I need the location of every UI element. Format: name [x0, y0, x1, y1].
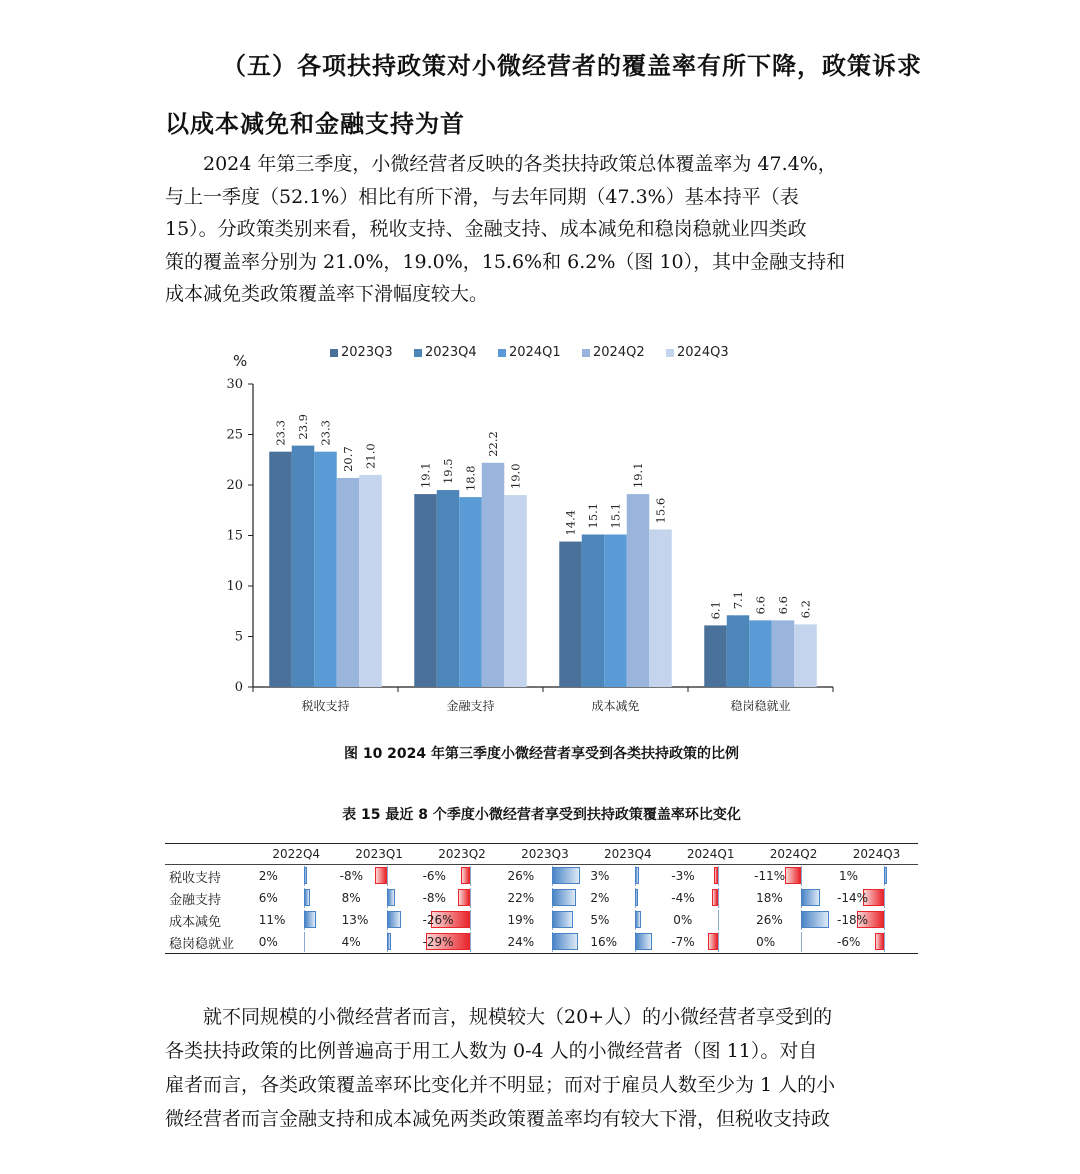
cell-value: -6%	[837, 935, 861, 949]
bar-value-label: 15.6	[653, 497, 668, 524]
column-header: 2023Q3	[503, 844, 586, 865]
positive-databar	[801, 889, 820, 906]
bar-value-label: 19.1	[631, 462, 645, 489]
paragraph-line: 就不同规模的小微经营者而言，规模较大（20+人）的小微经营者享受到的	[203, 1006, 833, 1028]
cell-value: -7%	[671, 935, 695, 949]
table-corner	[165, 844, 255, 865]
cell-value: -6%	[422, 869, 446, 883]
positive-databar	[884, 867, 887, 884]
cell-value: 8%	[341, 891, 361, 905]
table-cell	[421, 909, 504, 931]
cell-value: -4%	[671, 891, 695, 905]
databar-axis	[470, 932, 471, 952]
negative-databar	[375, 867, 387, 884]
table-cell	[503, 865, 586, 888]
bar	[337, 478, 360, 687]
positive-databar	[801, 911, 829, 928]
y-tick-label: 25	[226, 427, 243, 443]
bar-value-label: 6.6	[776, 596, 790, 615]
paragraph-line: 15）。分政策类别来看，税收支持、金融支持、成本减免和稳岗稳就业四类政	[165, 218, 807, 240]
legend-label: 2024Q3	[677, 345, 729, 360]
y-tick-label: 30	[226, 377, 243, 392]
cell-value: 6%	[258, 891, 278, 905]
column-header: 2023Q1	[338, 844, 421, 865]
cell-value: 1%	[839, 869, 859, 883]
databar-axis	[470, 888, 471, 908]
bar-value-label: 6.6	[753, 596, 768, 615]
positive-databar	[552, 867, 580, 884]
paragraph-line: 策的覆盖率分别为 21.0%，19.0%，15.6%和 6.2%（图 10），其中金融支持和	[165, 250, 846, 273]
paragraph-line: 微经营者而言金融支持和成本减免两类政策覆盖率均有较大下滑，但税收支持政	[165, 1108, 831, 1130]
cell-value: -29%	[422, 935, 454, 949]
table-cell	[586, 887, 669, 909]
bar-value-label: 22.2	[486, 431, 500, 457]
y-tick-label: 20	[226, 478, 243, 493]
cell-value: -8%	[422, 891, 446, 905]
bar	[559, 542, 582, 687]
bar	[794, 624, 817, 687]
negative-databar	[708, 933, 719, 950]
bar	[482, 463, 505, 687]
table-cell	[835, 931, 918, 954]
row-label: 金融支持	[169, 892, 222, 908]
y-tick-label: 0	[234, 680, 243, 695]
table-cell	[421, 931, 504, 954]
cell-value: -8%	[339, 869, 364, 883]
bar-value-label: 23.3	[318, 420, 333, 446]
table-cell	[669, 887, 752, 909]
cell-value: 3%	[590, 869, 610, 883]
table-cell	[503, 931, 586, 954]
table-header-row	[165, 844, 918, 865]
section-heading-line1: （五）各项扶持政策对小微经营者的覆盖率有所下降，政策诉求	[222, 52, 922, 80]
databar-axis	[718, 910, 719, 930]
table-cell	[835, 887, 918, 909]
x-category-label: 稳岗稳就业	[730, 699, 791, 713]
negative-databar	[875, 933, 884, 950]
positive-databar	[387, 933, 391, 950]
table-cell	[338, 931, 421, 954]
databar-axis	[470, 866, 471, 886]
cell-value: 11%	[258, 913, 286, 927]
cell-value: -11%	[754, 869, 786, 883]
cell-value: 2%	[258, 869, 278, 883]
bar-value-label: 7.1	[731, 590, 745, 610]
positive-databar	[552, 889, 575, 906]
databar-axis	[718, 932, 719, 952]
x-category-label: 金融支持	[446, 699, 495, 713]
cell-value: -18%	[837, 913, 869, 927]
bar-value-label: 15.1	[608, 502, 623, 529]
table-row	[165, 865, 918, 888]
cell-value: 0%	[756, 935, 776, 949]
table-cell	[835, 909, 918, 931]
cell-value: -14%	[837, 891, 869, 905]
x-category-label: 成本减免	[591, 699, 640, 713]
column-header: 2024Q1	[669, 844, 752, 865]
column-header: 2023Q2	[421, 844, 504, 865]
bar	[772, 620, 795, 687]
table-cell	[255, 887, 338, 909]
databar-axis	[801, 932, 802, 952]
positive-databar	[304, 889, 310, 906]
table-cell	[752, 931, 835, 954]
positive-databar	[387, 911, 401, 928]
bar-value-label: 6.1	[708, 601, 723, 620]
bar-value-label: 19.5	[441, 458, 455, 485]
x-category-label: 税收支持	[301, 699, 350, 713]
cell-value: -26%	[422, 913, 454, 927]
column-header: 2024Q3	[835, 844, 918, 865]
section-heading-line2: 以成本减免和金融支持为首	[165, 110, 465, 138]
positive-databar	[304, 867, 307, 884]
table-cell	[338, 865, 421, 888]
negative-databar	[712, 889, 718, 906]
positive-databar	[635, 911, 640, 928]
bar	[649, 529, 672, 687]
cell-value: 4%	[341, 935, 361, 949]
cell-value: 0%	[258, 935, 278, 949]
table-cell	[421, 887, 504, 909]
bar	[269, 452, 292, 687]
table-cell	[503, 909, 586, 931]
paragraph-line: 雇者而言，各类政策覆盖率环比变化并不明显；而对于雇员人数至少为 1 人的小	[165, 1074, 836, 1096]
bar	[414, 494, 437, 687]
bar	[314, 452, 337, 687]
table-caption: 表 15 最近 8 个季度小微经营者享受到扶持政策覆盖率环比变化	[342, 807, 741, 823]
databar-axis	[884, 932, 885, 952]
table-cell	[669, 865, 752, 888]
cell-value: 18%	[756, 891, 783, 905]
cell-value: 19%	[507, 913, 535, 927]
positive-databar	[635, 889, 638, 906]
bar	[504, 495, 527, 687]
bar-value-label: 19.0	[508, 463, 523, 490]
table-cell	[752, 887, 835, 909]
legend-label: 2024Q1	[509, 345, 561, 360]
bar-value-label: 19.1	[418, 462, 433, 489]
positive-databar	[552, 911, 572, 928]
bar-value-label: 18.8	[463, 465, 478, 492]
table-cell	[835, 865, 918, 888]
table-cell	[586, 865, 669, 888]
bar-value-label: 23.9	[296, 414, 310, 440]
databar-axis	[470, 910, 471, 930]
row-label: 税收支持	[169, 870, 222, 886]
paragraph-line: 成本减免类政策覆盖率下滑幅度较大。	[165, 283, 489, 305]
paragraph-line: 与上一季度（52.1%）相比有所下滑，与去年同期（47.3%）基本持平（表	[165, 185, 799, 208]
positive-databar	[635, 867, 638, 884]
databar-axis	[801, 866, 802, 886]
bar	[582, 534, 605, 687]
cell-value: -3%	[671, 869, 695, 883]
bar	[359, 475, 382, 687]
bar-value-label: 21.0	[363, 443, 378, 469]
databar-axis	[718, 866, 719, 886]
row-label: 稳岗稳就业	[165, 931, 255, 954]
table-cell	[586, 909, 669, 931]
databar-axis	[387, 866, 388, 886]
bar-value-label: 6.2	[798, 600, 813, 619]
y-axis-unit: %	[233, 352, 248, 370]
bar-value-label: 23.3	[273, 420, 288, 446]
table-cell	[752, 865, 835, 888]
cell-value: 24%	[507, 935, 535, 949]
cell-value: 16%	[590, 935, 618, 949]
cell-value: 5%	[590, 913, 610, 927]
table-cell	[669, 931, 752, 954]
bar	[292, 446, 315, 687]
bar	[604, 534, 627, 687]
databar-axis	[718, 888, 719, 908]
databar-axis	[304, 932, 305, 952]
intro-paragraph	[165, 148, 845, 311]
databar-axis	[884, 910, 885, 930]
scale-paragraph	[165, 1000, 835, 1136]
table-cell	[421, 865, 504, 888]
positive-databar	[552, 933, 578, 950]
coverage-bar-chart	[215, 345, 845, 725]
coverage-change-table	[165, 843, 918, 954]
table-row	[165, 931, 918, 954]
cell-value: 0%	[673, 913, 693, 927]
table-cell	[338, 909, 421, 931]
bar	[459, 497, 482, 687]
bar	[704, 625, 727, 687]
table-cell	[586, 931, 669, 954]
table-cell	[338, 887, 421, 909]
cell-value: 22%	[507, 891, 535, 905]
paragraph-line: 2024 年第三季度，小微经营者反映的各类扶持政策总体覆盖率为 47.4%，	[203, 153, 837, 175]
cell-value: 26%	[507, 869, 535, 883]
table-cell	[752, 909, 835, 931]
negative-databar	[461, 867, 470, 884]
table-cell	[255, 931, 338, 954]
bar	[749, 620, 772, 687]
column-header: 2023Q4	[586, 844, 669, 865]
figure-caption: 图 10 2024 年第三季度小微经营者享受到各类扶持政策的比例	[343, 746, 740, 762]
cell-value: 26%	[756, 913, 783, 927]
y-tick-label: 15	[226, 528, 243, 544]
y-tick-label: 5	[234, 629, 243, 645]
table-row	[165, 909, 918, 931]
row-label: 成本减免	[169, 914, 222, 930]
table-cell	[255, 909, 338, 931]
table-cell	[669, 909, 752, 931]
bar-value-label: 20.7	[341, 446, 355, 472]
databar-axis	[884, 888, 885, 908]
cell-value: 13%	[341, 913, 369, 927]
bar	[437, 490, 460, 687]
positive-databar	[387, 889, 396, 906]
negative-databar	[714, 867, 719, 884]
bar-value-label: 14.4	[563, 509, 578, 536]
table-cell	[255, 865, 338, 888]
table-cell	[503, 887, 586, 909]
column-header: 2024Q2	[752, 844, 835, 865]
bar	[727, 615, 750, 687]
positive-databar	[635, 933, 652, 950]
negative-databar	[785, 867, 802, 884]
paragraph-line: 各类扶持政策的比例普遍高于用工人数为 0-4 人的小微经营者（图 11）。对自	[165, 1040, 818, 1062]
bar-value-label: 15.1	[586, 502, 600, 529]
legend-label: 2024Q2	[593, 345, 645, 360]
column-header: 2022Q4	[255, 844, 338, 865]
bar	[627, 494, 650, 687]
positive-databar	[304, 911, 316, 928]
negative-databar	[458, 889, 470, 906]
cell-value: 2%	[590, 891, 610, 905]
table-row	[165, 887, 918, 909]
legend-label: 2023Q3	[341, 345, 393, 360]
y-tick-label: 10	[226, 579, 243, 594]
legend-label: 2023Q4	[425, 345, 477, 360]
